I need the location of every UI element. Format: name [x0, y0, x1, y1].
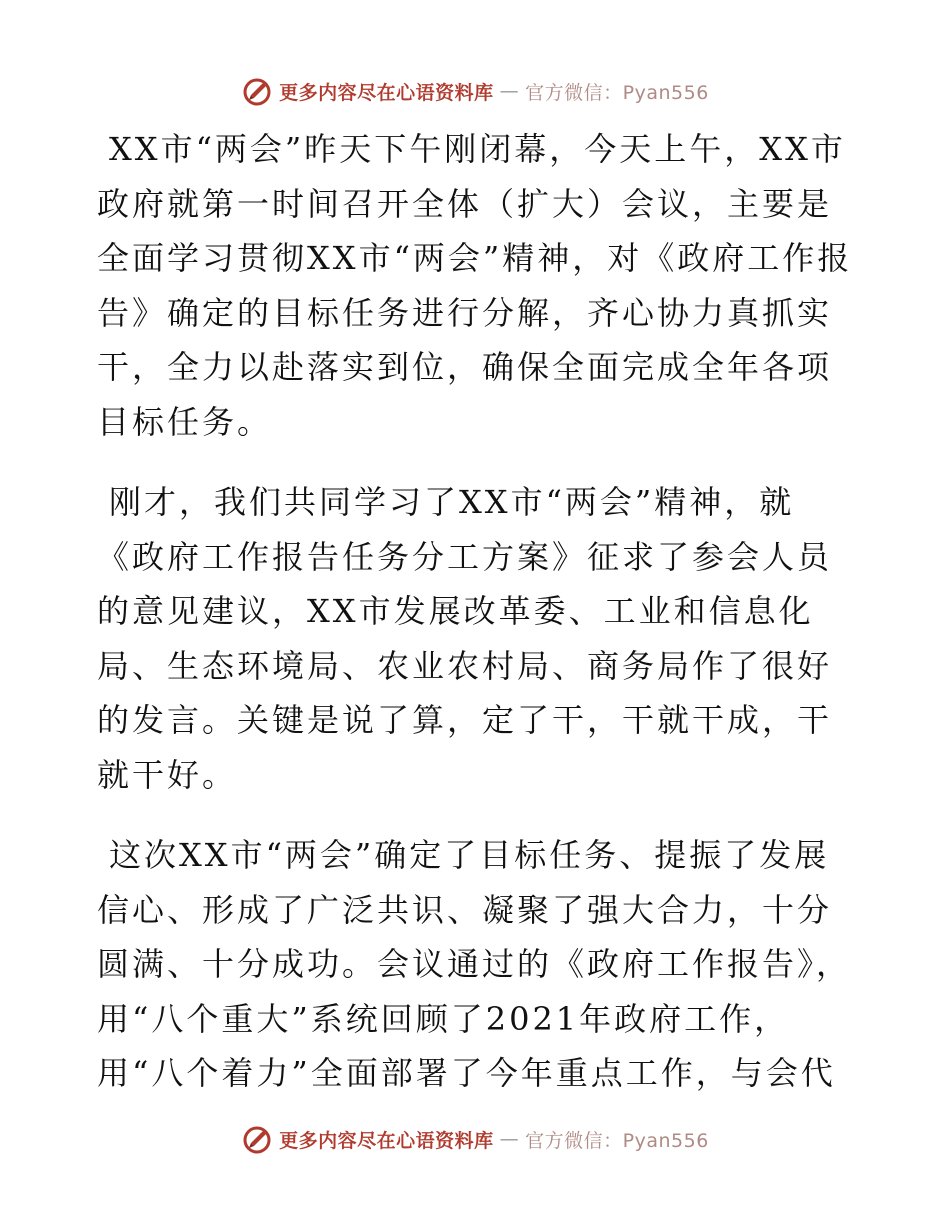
watermark-main-text: 更多内容尽在心语资料库: [279, 1129, 494, 1152]
paragraph-2: 刚才，我们共同学习了XX市“两会”精神，就《政府工作报告任务分工方案》征求了参会人员的意见建议，XX市发展改革委、工业和信息化局、生态环境局、农业农村局、商务局作了很好的发言。关键是说了算，定了干，干就干成，干就干好。: [97, 483, 833, 794]
watermark-separator: —: [499, 80, 520, 102]
watermark-contact-text: 官方微信：Pyan556: [525, 1129, 709, 1152]
paragraph-1: XX市“两会”昨天下午刚闭幕，今天上午，XX市政府就第一时间召开全体（扩大）会议，主要是全面学习贯彻XX市“两会”精神，对《政府工作报告》确定的目标任务进行分解，齐心协力真抓实干，全力以赴落实到位，确保全面完成全年各项目标任务。: [97, 130, 853, 441]
document-body: [97, 122, 857, 1127]
book-pen-logo-icon: [241, 75, 273, 107]
header-watermark: [0, 74, 950, 108]
footer-watermark: [0, 1122, 950, 1156]
watermark-contact-text: 官方微信：Pyan556: [525, 81, 709, 104]
watermark-separator: —: [499, 1128, 520, 1150]
paragraph-3: 这次XX市“两会”确定了目标任务、提振了发展信心、形成了广泛共识、凝聚了强大合力，十分圆满、十分成功。会议通过的《政府工作报告》，用“八个重大”系统回顾了2021年政府工作，用“八个着力”全面部署了今年重点工作，与会代: [97, 836, 852, 1092]
book-pen-logo-icon: [241, 1123, 273, 1155]
watermark-main-text: 更多内容尽在心语资料库: [279, 81, 494, 104]
